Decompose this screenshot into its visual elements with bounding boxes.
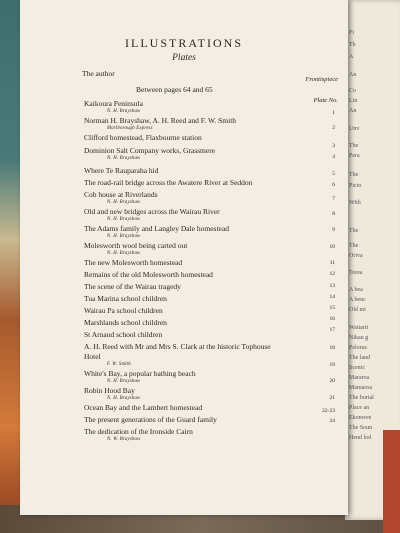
between-pages: Between pages 64 and 65	[136, 85, 213, 94]
frontis-label: The author	[82, 69, 115, 78]
plate-credit: N. W. Brayshaw	[107, 437, 141, 442]
plate-number: 22-23	[322, 408, 335, 414]
plate-number: 15	[329, 305, 335, 311]
plate-credit: F. W. Smith	[107, 362, 131, 367]
plate-credit: N. H. Brayshaw	[107, 234, 141, 239]
plate-credit: N. H. Brayshaw	[107, 109, 141, 114]
book-page	[20, 0, 348, 515]
plate-title: Ocean Bay and the Lambert homestead	[84, 403, 203, 412]
plate-title: Clifford homestead, Flaxbourne station	[84, 133, 202, 142]
frontis-note: Frontispiece	[305, 76, 338, 83]
plate-number: 4	[332, 154, 335, 160]
plate-title-continued: Hotel	[84, 352, 101, 361]
plate-number: 6	[332, 182, 335, 188]
plate-number: 18	[329, 345, 335, 351]
page-title: ILLUSTRATIONS	[125, 36, 243, 50]
plate-title: White's Bay, a popular bathing beach	[84, 369, 196, 378]
plate-title: The road-rail bridge across the Awatere River at Seddon	[84, 178, 253, 187]
plate-credit: N. H. Brayshaw	[107, 396, 141, 401]
plate-number: 9	[332, 227, 335, 233]
plate-credit: N. H. Brayshaw	[107, 156, 141, 161]
plate-number: 12	[329, 271, 335, 277]
plate-title: The scene of the Wairau tragedy	[84, 282, 181, 291]
plate-number: 8	[332, 211, 335, 217]
plate-number: 10	[329, 244, 335, 250]
plate-title: A. H. Reed with Mr and Mrs S. Clark at the historic Tophouse	[84, 342, 271, 351]
plate-number: 11	[329, 260, 335, 266]
plate-number: 1	[332, 110, 335, 116]
plate-title: The present generations of the Guard family	[84, 415, 217, 424]
plate-title: Tua Marina school children	[84, 294, 167, 303]
plate-title: Kaikoura Peninsula	[84, 99, 143, 108]
plate-number: 7	[332, 196, 335, 202]
plate-number: 19	[329, 362, 335, 368]
plate-title: Remains of the old Molesworth homestead	[84, 270, 213, 279]
plate-title: Old and new bridges across the Wairau River	[84, 207, 220, 216]
plate-title: Marshlands school children	[84, 318, 167, 327]
facing-page: Fi Th A An Co Lin An Unv The Pera The Picto With The The Oriva Torea A bea A benc Old mi Waitarit Nikau g Pelorus The land Scenic Mararoa Mamaroa The burial Place an Ekonwee The Soun Hend lod	[345, 0, 400, 520]
plate-title: Robin Hood Bay	[84, 386, 135, 395]
plate-number: 13	[329, 283, 335, 289]
plate-credit: N. H. Brayshaw	[107, 217, 141, 222]
plate-number: 20	[329, 378, 335, 384]
plate-no-header: Plate No.	[313, 97, 338, 104]
plate-title: St Arnaud school children	[84, 330, 163, 339]
plate-number: 2	[332, 125, 335, 131]
plate-number: 14	[329, 294, 335, 300]
plate-credit: N. H. Brayshaw	[107, 200, 141, 205]
plate-number: 24	[329, 418, 335, 424]
plate-title: The new Molesworth homestead	[84, 258, 183, 267]
plate-title: Norman H. Brayshaw, A. H. Reed and F. W. Smith	[84, 116, 237, 125]
plate-number: 3	[332, 143, 335, 149]
plate-title: The dedication of the Ironside Cairn	[84, 427, 193, 436]
plate-title: Where Te Rauparaha hid	[84, 166, 159, 175]
page-subtitle: Plates	[172, 53, 196, 63]
plate-credit: N. H. Brayshaw	[107, 251, 141, 256]
book-cover-edge	[383, 430, 400, 533]
plate-number: 17	[329, 327, 335, 333]
background-book-cover	[0, 0, 22, 533]
plate-credit: N. H. Brayshaw	[107, 379, 141, 384]
plate-credit: Marlborough Express	[107, 126, 153, 131]
plate-number: 5	[332, 171, 335, 177]
plate-title: Dominion Salt Company works, Grassmere	[84, 146, 216, 155]
plate-title: The Adams family and Langley Dale homestead	[84, 224, 229, 233]
plate-title: Wairau Pa school children	[84, 306, 163, 315]
plate-title: Molesworth wool being carted out	[84, 241, 188, 250]
plate-number: 21	[329, 395, 335, 401]
plate-title: Cob house at Riverlands	[84, 190, 158, 199]
plate-number: 16	[329, 316, 335, 322]
